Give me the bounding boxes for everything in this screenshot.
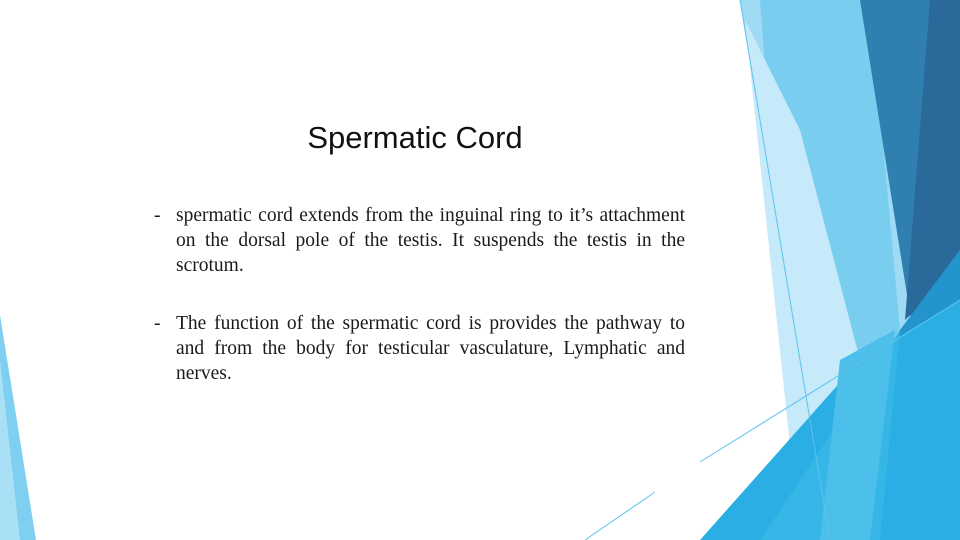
bullet-text: The function of the spermatic cord is provides the pathway to and from the body for testicular vasculature, Lymphatic and nerves. xyxy=(176,313,685,384)
bullet-item xyxy=(152,203,685,278)
bullet-text: spermatic cord extends from the inguinal ring to it’s attachment on the dorsal pole of the testis. It suspends the testis in the scrotum. xyxy=(176,205,685,276)
bullet-marker: - xyxy=(154,313,161,334)
bullet-item xyxy=(152,311,685,386)
accent-line-3 xyxy=(585,492,655,540)
slide-title: Spermatic Cord xyxy=(307,120,523,155)
bullet-list xyxy=(152,203,685,419)
bullet-marker: - xyxy=(154,205,161,226)
